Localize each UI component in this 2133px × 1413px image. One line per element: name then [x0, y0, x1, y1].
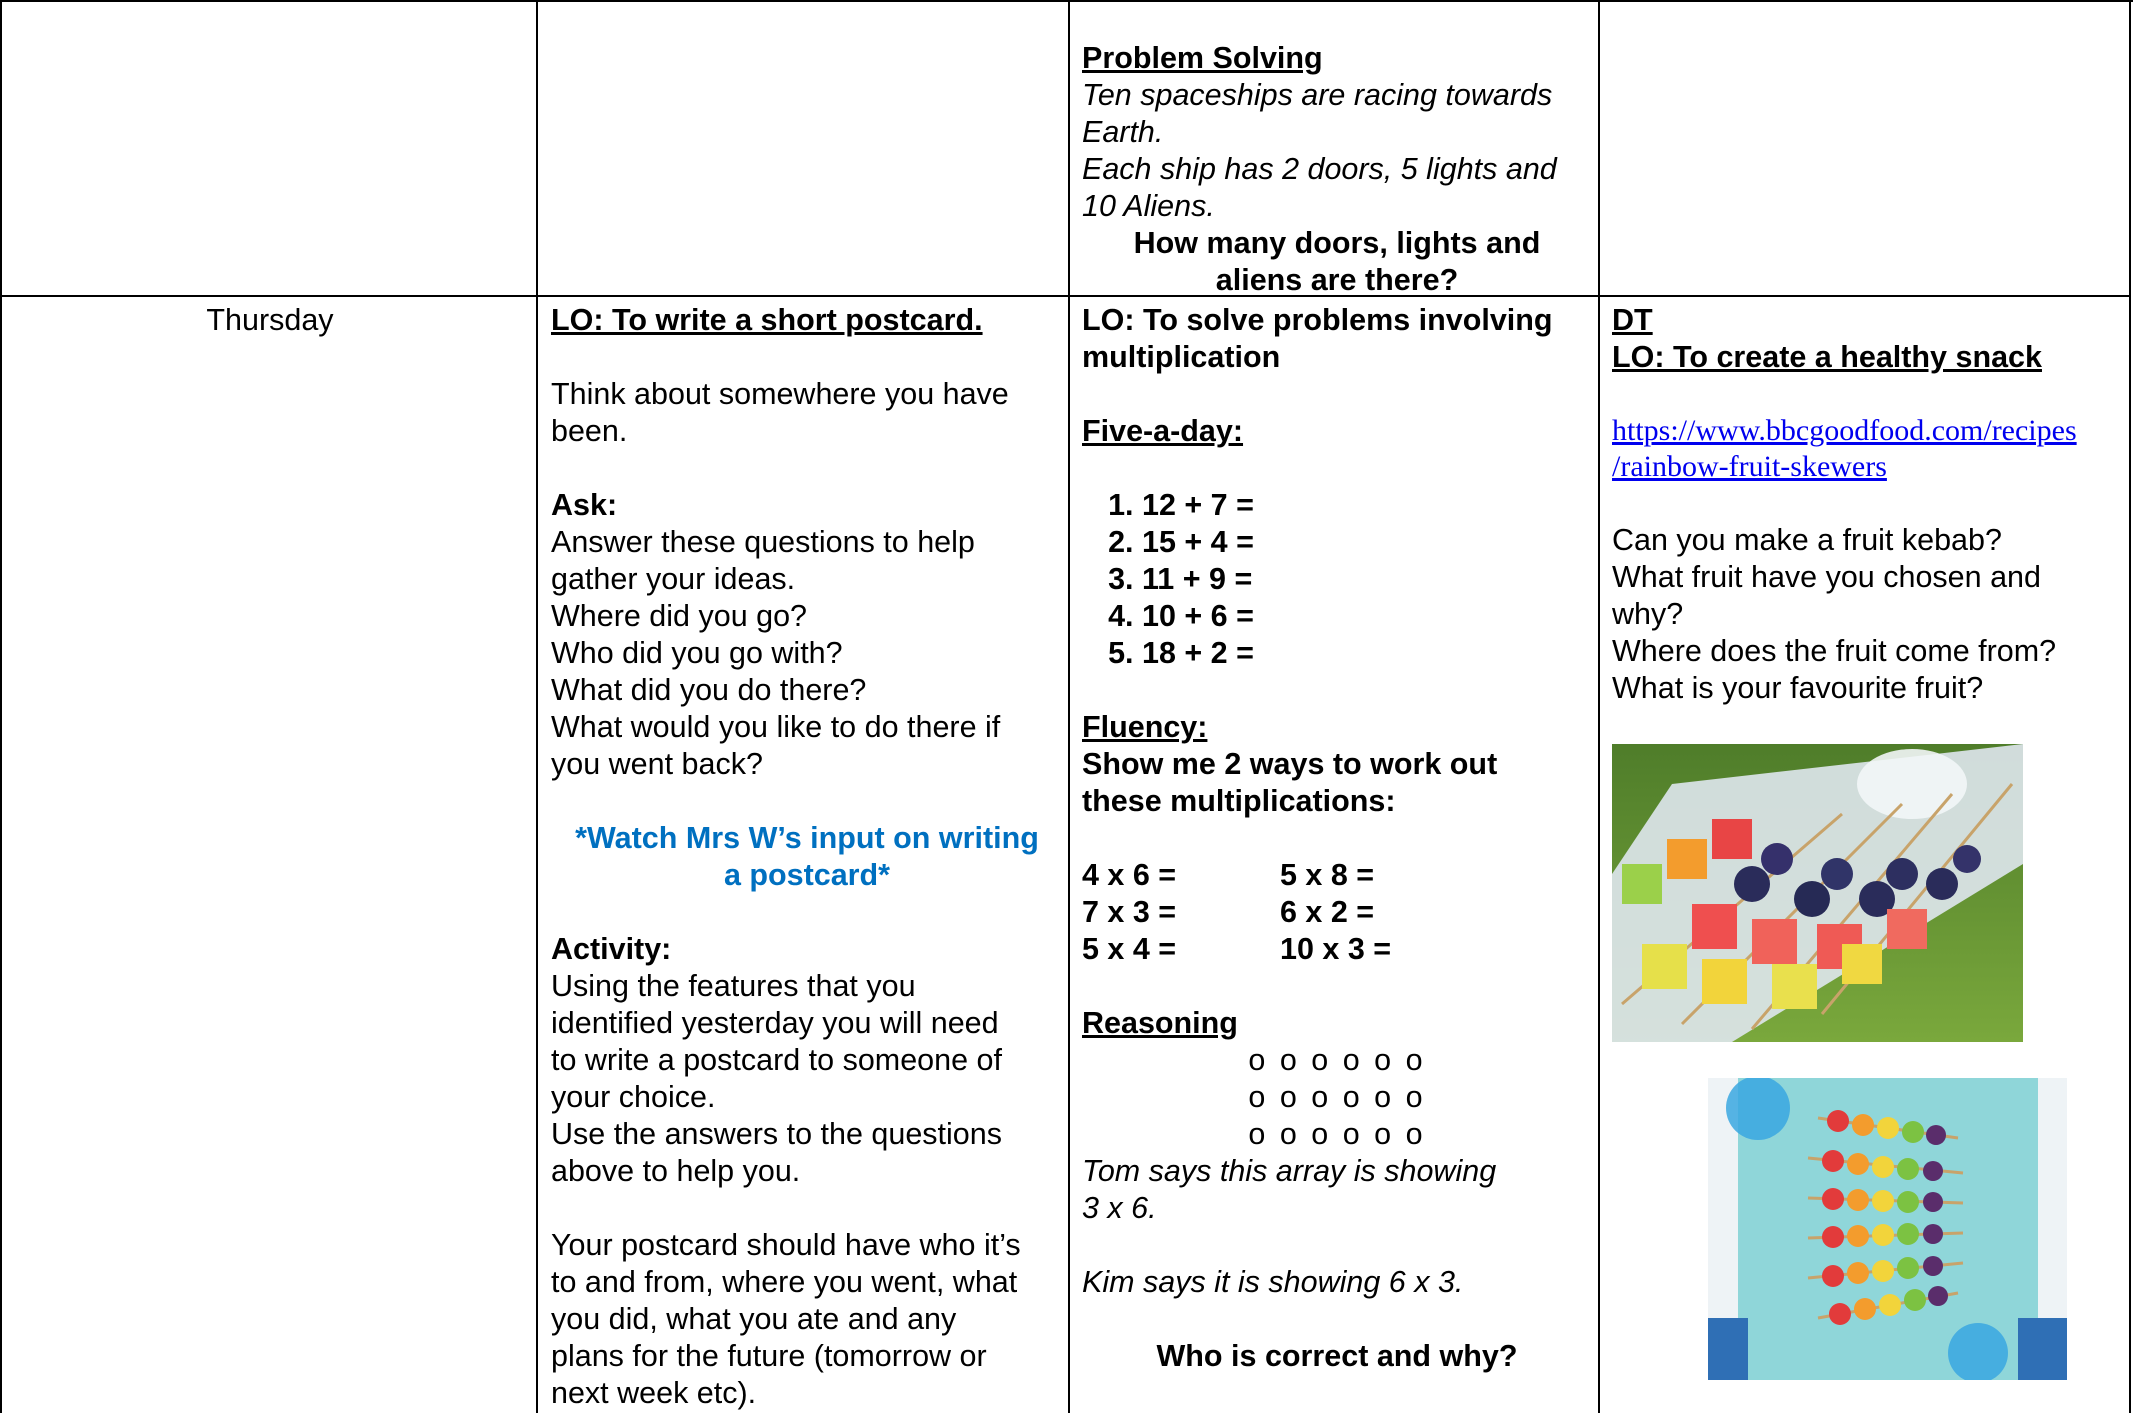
array-row: o o o o o o [1248, 1043, 1426, 1077]
day-cell [4, 302, 536, 339]
dt-lo: LO: To create a healthy snack [1612, 340, 2042, 374]
reasoning-question: Who is correct and why? [1156, 1339, 1518, 1373]
column-divider-3 [1598, 0, 1600, 1413]
table-border-top [0, 0, 2133, 2]
problem-question: How many doors, lights and [1133, 226, 1541, 260]
problem-line: 10 Aliens. [1082, 189, 1215, 223]
activity-line: Use the answers to the questions [551, 1117, 1002, 1151]
array-row: o o o o o o [1248, 1080, 1426, 1114]
activity-line: to write a postcard to someone of [551, 1043, 1002, 1077]
maths-cell [1082, 302, 1592, 1375]
maths-lo: multiplication [1082, 340, 1281, 374]
multiplication-row [1082, 894, 1592, 931]
maths-lo: LO: To solve problems involving [1082, 303, 1553, 337]
reasoning-heading: Reasoning [1082, 1006, 1238, 1040]
multiplication-right: 6 x 2 = [1280, 895, 1375, 929]
watch-note: *Watch Mrs W’s input on writing [575, 821, 1039, 855]
list-item: 5. 18 + 2 = [1142, 635, 1592, 672]
multiplication-left: 7 x 3 = [1082, 895, 1177, 929]
postcard-line: Your postcard should have who it’s [551, 1228, 1021, 1262]
fruit-kebab-image [1612, 744, 2023, 1042]
ask-line: gather your ideas. [551, 562, 796, 596]
dt-cell [1612, 302, 2127, 707]
ask-line: What did you do there? [551, 673, 867, 707]
multiplication-row [1082, 857, 1592, 894]
intro-line: Think about somewhere you have [551, 377, 1009, 411]
dt-question: Where does the fruit come from? [1612, 634, 2057, 668]
fruit-kebab-photo-grass [1612, 744, 2023, 1042]
dt-heading: DT [1612, 303, 1653, 337]
list-item: 3. 11 + 9 = [1142, 561, 1592, 598]
fluency-text: these multiplications: [1082, 784, 1396, 818]
ask-line: Who did you go with? [551, 636, 843, 670]
list-item: 4. 10 + 6 = [1142, 598, 1592, 635]
array-row: o o o o o o [1248, 1117, 1426, 1151]
multiplication-left: 5 x 4 = [1082, 932, 1177, 966]
multiplication-right: 10 x 3 = [1280, 932, 1392, 966]
ask-line: you went back? [551, 747, 763, 781]
activity-heading: Activity: [551, 932, 672, 966]
postcard-line: plans for the future (tomorrow or [551, 1339, 987, 1373]
day-label: Thursday [206, 303, 334, 337]
problem-line: Ten spaceships are racing towards [1082, 78, 1553, 112]
recipe-link[interactable]: /rainbow-fruit-skewers [1612, 450, 1887, 483]
list-item: 1. 12 + 7 = [1142, 487, 1592, 524]
fruit-kebab-photo-board [1708, 1078, 2067, 1380]
english-cell [551, 302, 1063, 1412]
activity-line: Using the features that you [551, 969, 916, 1003]
multiplication-row [1082, 931, 1592, 968]
five-a-day-heading: Five-a-day: [1082, 414, 1244, 448]
problem-solving-heading: Problem Solving [1082, 41, 1323, 75]
problem-line: Each ship has 2 doors, 5 lights and [1082, 152, 1557, 186]
column-divider-1 [536, 0, 538, 1413]
tom-statement: 3 x 6. [1082, 1191, 1157, 1225]
ask-line: Where did you go? [551, 599, 808, 633]
problem-line: Earth. [1082, 115, 1164, 149]
fluency-text: Show me 2 ways to work out [1082, 747, 1498, 781]
multiplication-right: 5 x 8 = [1280, 858, 1375, 892]
activity-line: above to help you. [551, 1154, 801, 1188]
problem-question: aliens are there? [1215, 263, 1459, 297]
dt-question: What is your favourite fruit? [1612, 671, 1984, 705]
dt-question: Can you make a fruit kebab? [1612, 523, 2002, 557]
intro-line: been. [551, 414, 628, 448]
ask-line: What would you like to do there if [551, 710, 1001, 744]
five-a-day-list [1082, 487, 1592, 672]
postcard-line: you did, what you ate and any [551, 1302, 957, 1336]
postcard-line: to and from, where you went, what [551, 1265, 1018, 1299]
recipe-link[interactable]: https://www.bbcgoodfood.com/recipes [1612, 414, 2077, 447]
activity-line: identified yesterday you will need [551, 1006, 999, 1040]
tom-statement: Tom says this array is showing [1082, 1154, 1497, 1188]
problem-solving-cell [1082, 40, 1592, 299]
english-lo: LO: To write a short postcard. [551, 303, 983, 337]
postcard-line: next week etc). [551, 1376, 757, 1410]
activity-line: your choice. [551, 1080, 716, 1114]
dt-question: why? [1612, 597, 1684, 631]
table-border-right [2129, 0, 2131, 1413]
dt-question: What fruit have you chosen and [1612, 560, 2041, 594]
fruit-skewer-image [1708, 1078, 2067, 1380]
watch-note: a postcard* [723, 858, 891, 892]
table-border-left [0, 0, 2, 1413]
multiplication-left: 4 x 6 = [1082, 858, 1177, 892]
kim-statement: Kim says it is showing 6 x 3. [1082, 1265, 1464, 1299]
fluency-heading: Fluency: [1082, 710, 1208, 744]
row-divider [0, 295, 2131, 297]
list-item: 2. 15 + 4 = [1142, 524, 1592, 561]
ask-heading: Ask: [551, 488, 618, 522]
column-divider-2 [1068, 0, 1070, 1413]
ask-line: Answer these questions to help [551, 525, 975, 559]
